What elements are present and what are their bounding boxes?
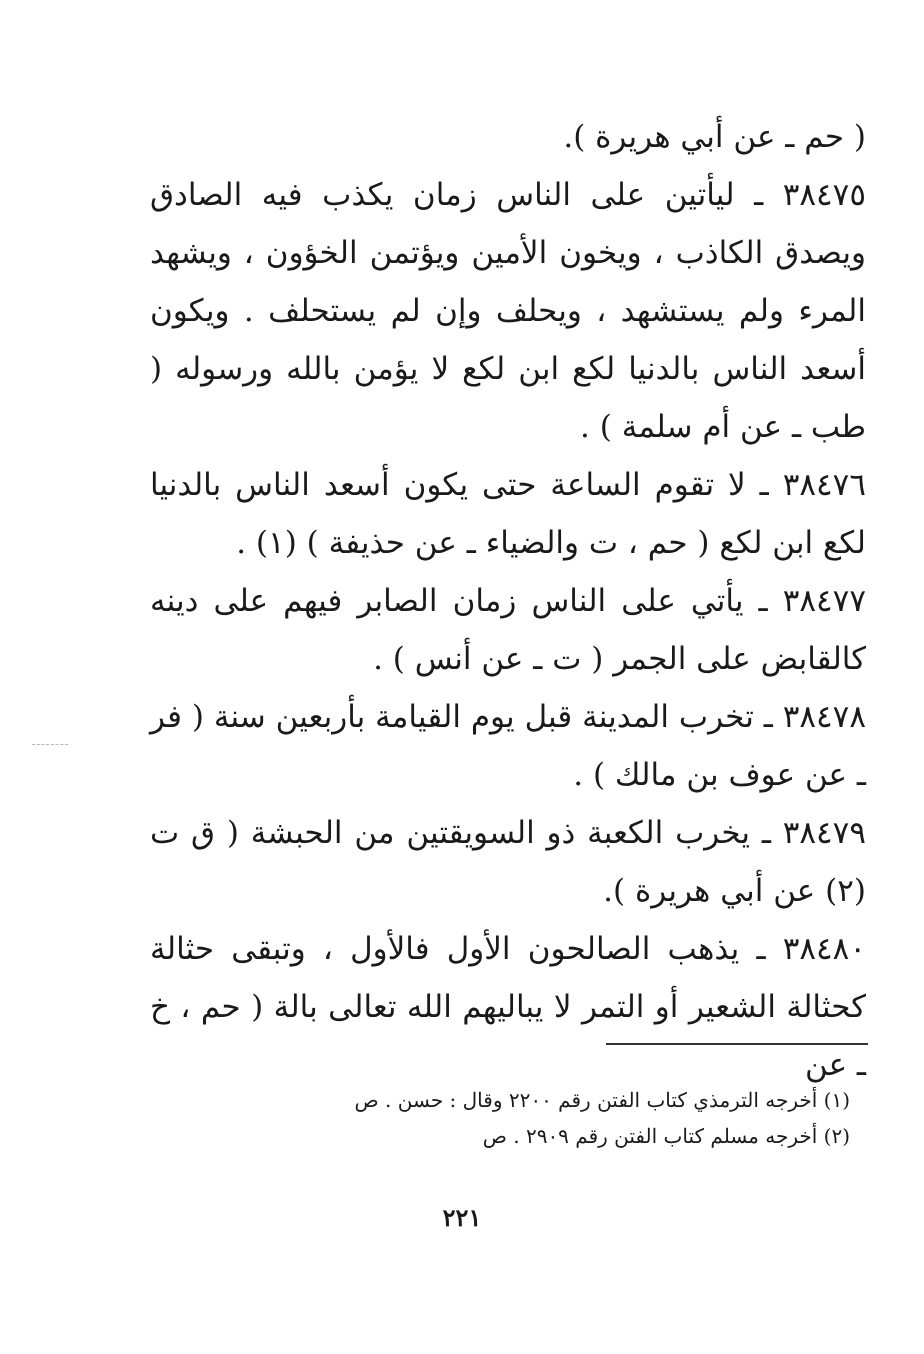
entry-text: ـ تخرب المدينة قبل يوم القيامة بأربعين سنة ( فر ـ عن عوف بن مالك ) . [150, 699, 866, 793]
footnote-divider [606, 1043, 868, 1045]
footnote-2: (٢) أخرجه مسلم كتاب الفتن رقم ٢٩٠٩ . ص [482, 1124, 850, 1148]
entry-number: ٣٨٤٧٥ [782, 177, 866, 213]
entry-text: ـ يأتي على الناس زمان الصابر فيهم على دينه كالقابض على الجمر ( ت ـ عن أنس ) . [150, 583, 866, 677]
entry-text: ( حم ـ عن أبي هريرة ). [563, 119, 866, 155]
page-number: ٢٢١ [442, 1203, 482, 1232]
hadith-entry-38476 [150, 456, 866, 572]
entry-number: ٣٨٤٧٩ [782, 815, 866, 851]
hadith-entry-38480 [150, 920, 866, 1094]
entry-text: ـ ليأتين على الناس زمان يكذب فيه الصادق ويصدق الكاذب ، ويخون الأمين ويؤتمن الخؤون ، ويشهد المرء ولم يستشهد ، ويحلف وإن لم يستحلف . ويكون أسعد الناس بالدنيا لكع ابن لكع لا يؤمن بالله ورسوله ( طب ـ عن أم سلمة ) . [150, 177, 866, 445]
hadith-entry-38477 [150, 572, 866, 688]
entry-text: ـ لا تقوم الساعة حتى يكون أسعد الناس بالدنيا لكع ابن لكع ( حم ، ت والضياء ـ عن حذيفة ) (١) . [150, 467, 866, 561]
hadith-entry-38479 [150, 804, 866, 920]
hadith-entry-38475 [150, 166, 866, 456]
entry-number: ٣٨٤٧٦ [782, 467, 866, 503]
margin-mark [32, 744, 68, 745]
entry-number: ٣٨٤٧٧ [782, 583, 866, 619]
entry-text: ـ يخرب الكعبة ذو السويقتين من الحبشة ( ق ت (٢) عن أبي هريرة ). [150, 815, 866, 909]
entry-text: ـ يذهب الصالحون الأول فالأول ، وتبقى حثالة كحثالة الشعير أو التمر لا يباليهم الله تعالى بالة ( حم ، خ ـ عن [150, 931, 866, 1083]
hadith-text-block [150, 108, 866, 1094]
hadith-entry-continuation [150, 108, 866, 166]
footnotes [150, 1082, 850, 1154]
entry-number: ٣٨٤٧٨ [782, 699, 866, 735]
entry-number: ٣٨٤٨٠ [782, 931, 866, 967]
hadith-entry-38478 [150, 688, 866, 804]
footnote-1: (١) أخرجه الترمذي كتاب الفتن رقم ٢٢٠٠ وقال : حسن . ص [354, 1088, 850, 1112]
